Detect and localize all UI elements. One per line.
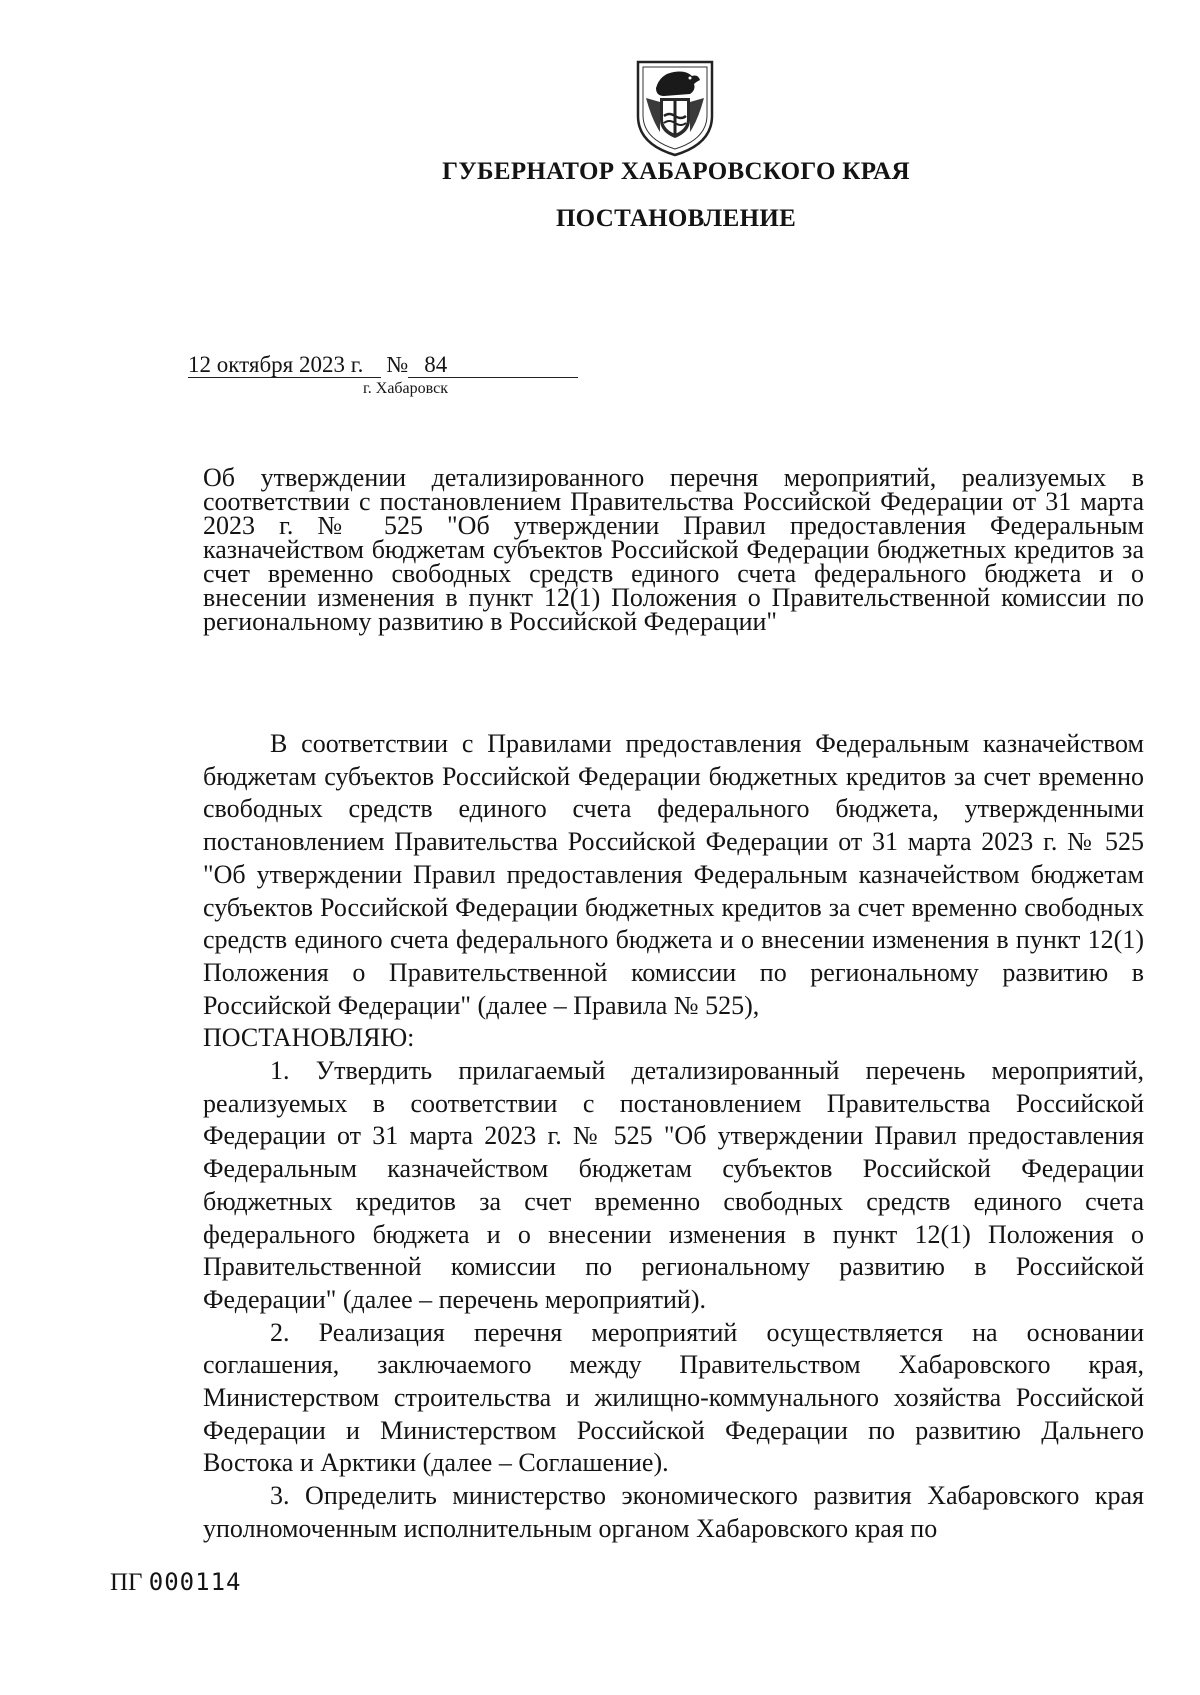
document-type-heading: ПОСТАНОВЛЕНИЕ	[555, 205, 797, 232]
document-date	[188, 353, 381, 378]
date-month-year: октября 2023 г.	[216, 352, 364, 377]
decree-word: ПОСТАНОВЛЯЮ:	[203, 1023, 415, 1053]
form-prefix: ПГ	[110, 1569, 143, 1596]
city-of-issue: г. Хабаровск	[363, 380, 448, 397]
document-subject: Об утверждении детализированного перечня мероприятий, реализуемых в соответствии с постановлением Правительства Российской Федерации от 31 марта 2023 г. № 525 "Об утверждении Правил предоставления Федеральным казначейством бюджетам субъектов Российской Федерации бюджетных кредитов за счет временно свободных средств единого счета федерального бюджета и о внесении изменения в пункт 12(1) Положения о Правительственной комиссии по региональному развитию в Российской Федерации"	[203, 463, 1144, 636]
form-serial-number	[110, 1568, 241, 1597]
item-3-paragraph: 3. Определить министерство экономического развития Хабаровского края уполномоченным исполнительным органом Хабаровского края по	[203, 1481, 1144, 1543]
date-number-line	[188, 352, 578, 378]
document-body	[203, 728, 1144, 1546]
preamble-paragraph: В соответствии с Правилами предоставления Федеральным казначейством бюджетам субъектов Российской Федерации бюджетных кредитов за счет временно свободных средств единого счета федерального бюджета, утвержденными постановлением Правительства Российской Федерации от 31 марта 2023 г. № 525 "Об утверждении Правил предоставления Федеральным казначейством бюджетам субъектов Российской Федерации бюджетных кредитов за счет временно свободных средств единого счета федерального бюджета и о внесении изменения в пункт 12(1) Положения о Правительственной комиссии по региональному развитию в Российской Федерации" (далее – Правила № 525),	[203, 729, 1144, 1020]
issuing-authority-heading: ГУБЕРНАТОР ХАБАРОВСКОГО КРАЯ	[442, 158, 910, 185]
form-number: 000114	[148, 1568, 242, 1596]
date-day: 12	[188, 352, 211, 377]
document-number	[408, 353, 578, 378]
khabarovsk-coat-of-arms-icon	[634, 58, 716, 158]
item-1-paragraph: 1. Утвердить прилагаемый детализированный перечень мероприятий, реализуемых в соответствии с постановлением Правительства Российской Федерации от 31 марта 2023 г. № 525 "Об утверждении Правил предоставления Федеральным казначейством бюджетам субъектов Российской Федерации бюджетных кредитов за счет временно свободных средств единого счета федерального бюджета и о внесении изменения в пункт 12(1) Положения о Правительственной комиссии по региональному развитию в Российской Федерации" (далее – перечень мероприятий).	[203, 1056, 1144, 1314]
document-number-value: 84	[424, 352, 448, 377]
number-label: №	[386, 352, 409, 377]
item-2-paragraph: 2. Реализация перечня мероприятий осуществляется на основании соглашения, заключаемого между Правительством Хабаровского края, Министерством строительства и жилищно-коммунального хозяйства Российской Федерации и Министерством Российской Федерации по развитию Дальнего Востока и Арктики (далее – Соглашение).	[203, 1317, 1144, 1478]
